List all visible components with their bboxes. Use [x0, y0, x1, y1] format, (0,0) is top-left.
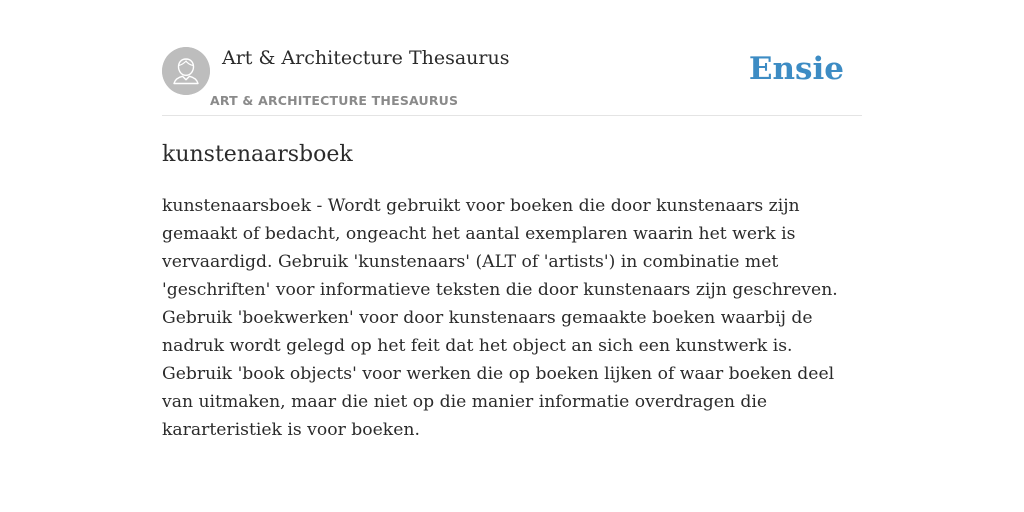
brand-logo[interactable]: Ensie — [748, 51, 844, 87]
site-title[interactable]: Art & Architecture Thesaurus — [222, 47, 510, 69]
page-container — [162, 0, 862, 440]
site-subtitle[interactable]: ART & ARCHITECTURE THESAURUS — [210, 93, 459, 108]
definition-text: kunstenaarsboek - Wordt gebruikt voor boeken die door kunstenaars zijn gemaakt of bedacht, ongeacht het aantal exemplaren waarin het werk is vervaardigd. Gebruik 'kunstenaars' (ALT of 'artists') in combinatie met 'geschriften' voor informatieve teksten die door kunstenaars zijn geschreven. Gebruik 'boekwerken' voor door kunstenaars gemaakte boeken waarbij de nadruk wordt gelegd op het feit dat het object an sich een kunstwerk is. Gebruik 'book objects' voor werken die op boeken lijken of waar boeken deel van uitmaken, maar die niet op die manier informatie overdragen die kararteristiek is voor boeken. — [162, 196, 838, 440]
avatar[interactable] — [162, 47, 210, 95]
page-title: kunstenaarsboek — [162, 142, 353, 167]
header — [162, 0, 862, 116]
user-icon — [162, 47, 210, 95]
